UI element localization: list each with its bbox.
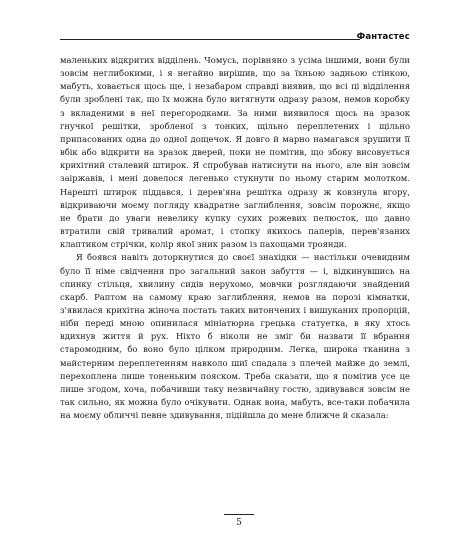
footer-rule — [224, 514, 254, 515]
header-rule — [60, 39, 360, 40]
running-header-title: Фантастес — [356, 32, 410, 42]
page-number: 5 — [236, 518, 242, 528]
paragraph-continued: маленьких відкритих відділень. Чомусь, порівняно з усіма іншими, вони були зовсім неглибокими, і я негайно вирішив, що за їхньою задньою стінкою, мабуть, ховається щось ще, і незабаром справді виявив, що всі ці відділення були зроблені так, що їх можна було витягнути одразу разом, немов коробку з вкладеними в неї перегородками. За ними виявилося щось на зразок гнучкої решітки, зробленої з тонких, щільно переплетених і щільно припасованих одна до одної дощечок. Я довго й марно намагався зрушити її вбік або відкрити на зразок дверей, поки не помітив, що збоку висовується крихітний сталевий штирок. Я спробував натиснути на нього, але він зовсім заіржавів, і мені довелося легенько стукнути по ньому старим молотком. Нарешті штирок піддався, і дерев'яна решітка одразу ж ковзнула вгору, відкриваючи моєму погляду квадратне заглиблення, зовсім порожнє, якщо не брати до уваги невелику купку сухих рожевих пелюсток, що давно втратили свій тривалий аромат, і стопку якихось паперів, перев'язаних клаптиком стрічки, колір якої зник разом із пахощами троянди. — [60, 55, 410, 250]
body-text — [60, 54, 410, 422]
paragraph: Я боявся навіть доторкнутися до своєї знахідки — настільки очевидним було її німе свідчення про загальний закон забуття — і, відкинувшись на спинку стільця, хвилину сидів нерухомо, мовчки розглядаючи знайдений скарб. Раптом на самому краю заглиблення, немов на порозі кімнатки, з'явилася крихітна жіноча постать таких витончених і вишуканих пропорцій, ніби переді мною опинилася мініатюрна грецька статуетка, в яку хтось вдихнув життя й рух. Ніхто б ніколи не зміг би назвати її вбрання старомодним, бо воно було цілком природним. Легка, широка тканина з майстерним переплетенням навколо шиї спадала з плечей майже до землі, перехоплена лише тоненьким пояском. Треба сказати, що я помітив усе це лише згодом, хоча, побачивши таку незвичайну гостю, здивувався зовсім не так сильно, як можна було очікувати. Однак вона, мабуть, все-таки побачила на моєму обличчі певне здивування, підійшла до мене ближче й сказала: — [60, 252, 410, 421]
running-header — [60, 32, 410, 44]
